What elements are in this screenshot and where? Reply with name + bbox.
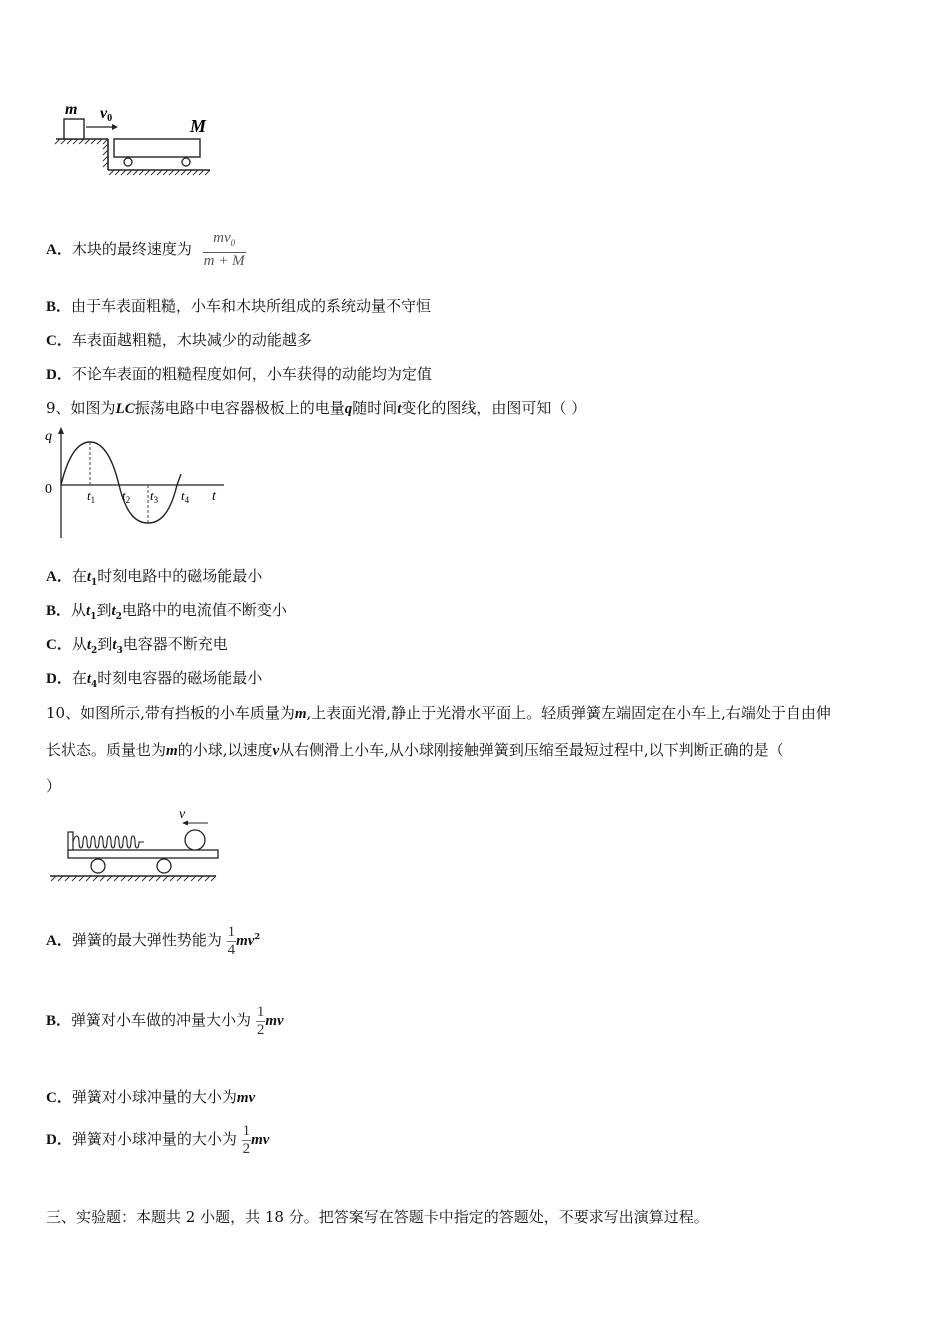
q10-option-c: C．弹簧对小球冲量的大小为mv (46, 1088, 256, 1106)
section-3-heading: 三、实验题：本题共 2 小题，共 18 分。把答案写在答题卡中指定的答题处，不要求写出演算过程。 (46, 1208, 709, 1226)
fraction-one-quarter: $\frac{1}{4}$ (227, 923, 236, 958)
q10-stem-line1: 10、如图所示,带有挡板的小车质量为m,上表面光滑,静止于光滑水平面上。轻质弹簧左端固定在小车上,右端处于自由伸 (46, 704, 831, 722)
label-v: v (179, 807, 186, 822)
tick-t1: $t_1$ (87, 488, 96, 505)
origin-label: 0 (45, 482, 52, 497)
q10-option-b: B．弹簧对小车做的冲量大小为 $\frac{1}{2}$ mv (46, 1003, 284, 1038)
q8-option-d: D．不论车表面的粗糙程度如何，小车获得的动能均为定值 (46, 365, 432, 383)
fraction-one-half: $\frac{1}{2}$ (242, 1122, 251, 1157)
spring (73, 836, 144, 848)
axis-label-q: q (45, 429, 52, 444)
cart (68, 850, 218, 858)
spring-cart-figure (48, 804, 223, 886)
tick-t4: $t_4$ (181, 488, 190, 505)
cart-M (114, 139, 200, 157)
label-M: M (190, 116, 207, 136)
fraction-mv0-over-m-plus-M: $\frac{mv_0}{m + M}$ (203, 230, 245, 269)
axis-label-t: t (212, 489, 216, 504)
tick-t3: $t_3$ (150, 488, 159, 505)
fraction-one-half: $\frac{1}{2}$ (256, 1003, 265, 1038)
label-m: m (65, 101, 78, 118)
label-v0: v0 (100, 105, 113, 124)
q10-option-a: A．弹簧的最大弹性势能为 $\frac{1}{4}$ $mv^2$ (46, 923, 261, 958)
q9-option-b: B．从$t_1$到$t_2$电路中的电流值不断变小 (46, 601, 287, 622)
block-cart-figure (52, 100, 222, 180)
q10-stem-line2: 长状态。质量也为m的小球,以速度v从右侧滑上小车,从小球刚接触弹簧到压缩至最短过程中,以下判断正确的是（ (46, 741, 784, 759)
tick-t2: $t_2$ (122, 488, 131, 505)
q9-option-d: D．在$t_4$时刻电容器的磁场能最小 (46, 669, 263, 690)
q10-stem-line3: ） (46, 777, 62, 795)
q8-option-c: C．车表面越粗糙，木块减少的动能越多 (46, 331, 312, 349)
q9-option-a: A．在$t_1$时刻电路中的磁场能最小 (46, 567, 263, 588)
q9-stem: 9、如图为LC振荡电路中电容器极板上的电量q随时间t变化的图线，由图可知（ ） (46, 399, 587, 417)
q9-option-c: C．从$t_2$到$t_3$电容器不断充电 (46, 635, 228, 656)
q10-option-d: D．弹簧对小球冲量的大小为 $\frac{1}{2}$ mv (46, 1122, 270, 1157)
q8-option-a: A．木块的最终速度为 $\frac{mv_0}{m + M}$ (46, 230, 245, 269)
block-m (64, 119, 84, 139)
ball (185, 830, 205, 850)
q-t-graph (40, 424, 230, 542)
q8-option-b: B．由于车表面粗糙，小车和木块所组成的系统动量不守恒 (46, 297, 432, 315)
